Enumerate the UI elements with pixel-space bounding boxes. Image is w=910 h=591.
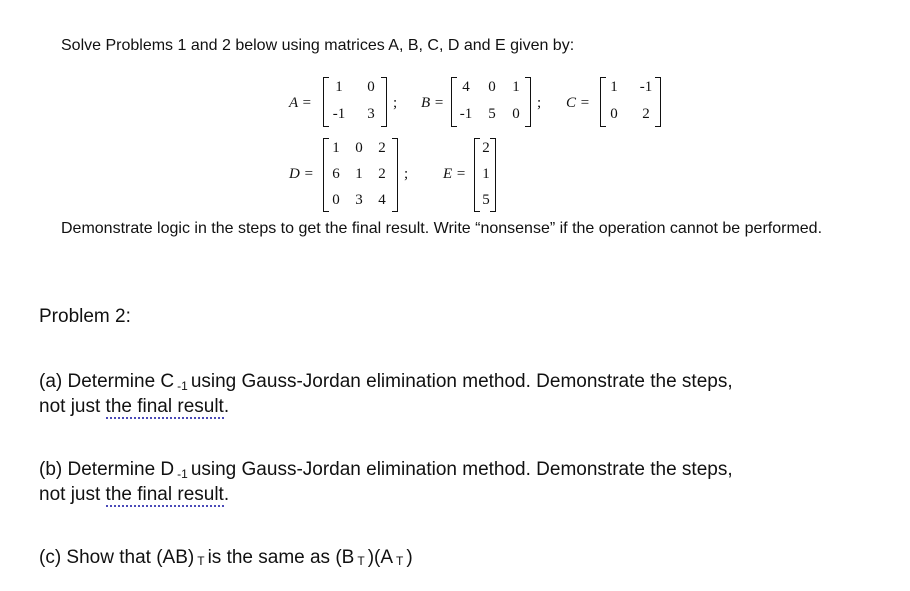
matrix-e-cell: 1 — [482, 166, 490, 182]
matrix-b-separator: ; — [537, 95, 542, 111]
matrix-d-cell: 2 — [378, 140, 386, 156]
part-b-line1 — [39, 458, 733, 483]
matrix-d-cell: 1 — [332, 140, 340, 156]
part-c-text-1: (c) Show that (AB) — [39, 547, 195, 568]
matrix-a-right-bracket — [381, 77, 387, 127]
matrix-d-label: D = — [289, 166, 314, 182]
part-a-underlined-phrase: the final result — [105, 396, 224, 417]
matrix-e-right-bracket — [490, 138, 496, 212]
intro-text: Solve Problems 1 and 2 below using matrices A, B, C, D and E given by: — [61, 37, 575, 54]
part-c-text-3: )(A — [367, 547, 394, 568]
matrix-c-right-bracket — [655, 77, 661, 127]
matrix-d-cell: 3 — [355, 192, 363, 208]
part-a-text-cont: using Gauss-Jordan elimination method. Demonstrate the steps, — [190, 371, 733, 392]
matrix-d-cell: 1 — [355, 166, 363, 182]
matrix-b-cell: 0 — [488, 79, 496, 95]
problem-heading: Problem 2: — [39, 306, 131, 327]
part-c-transpose-1: T — [197, 554, 205, 568]
part-b-text: (b) Determine D — [39, 459, 175, 480]
part-b-period: . — [223, 484, 230, 505]
part-a — [39, 370, 733, 419]
matrix-c-cell: -1 — [639, 79, 653, 95]
part-a-text: (a) Determine C — [39, 371, 175, 392]
matrix-a-label: A = — [289, 95, 312, 111]
part-c — [39, 546, 413, 571]
matrix-d-cell: 0 — [332, 192, 340, 208]
matrix-c-label: C = — [566, 95, 590, 111]
matrix-b-left-bracket — [451, 77, 457, 127]
part-a-period: . — [223, 396, 230, 417]
matrix-d-cell: 0 — [355, 140, 363, 156]
part-a-inverse-superscript: -1 — [177, 379, 188, 393]
part-a-line2 — [39, 395, 733, 419]
matrix-b-cell: 4 — [462, 79, 470, 95]
part-c-text-2: is the same as (B — [207, 547, 355, 568]
part-b-text-2: not just — [39, 484, 106, 505]
matrix-e-cell: 5 — [482, 192, 490, 208]
matrix-d-right-bracket — [392, 138, 398, 212]
part-b — [39, 458, 733, 507]
matrix-c-cell: 1 — [610, 79, 618, 95]
matrix-b-label: B = — [421, 95, 445, 111]
matrix-b-cell: -1 — [459, 106, 473, 122]
instruction-text: Demonstrate logic in the steps to get the final result. Write “nonsense” if the operation cannot be performed. — [61, 220, 823, 237]
matrix-b-cell: 0 — [512, 106, 520, 122]
matrix-b-right-bracket — [525, 77, 531, 127]
matrix-c-cell: 0 — [610, 106, 618, 122]
matrix-b-cell: 5 — [488, 106, 496, 122]
part-b-line2 — [39, 483, 733, 507]
matrix-a-cell: 0 — [367, 79, 375, 95]
matrix-e-label: E = — [443, 166, 467, 182]
matrix-a-cell: 1 — [335, 79, 343, 95]
part-b-text-cont: using Gauss-Jordan elimination method. Demonstrate the steps, — [190, 459, 733, 480]
matrix-d-cell: 6 — [332, 166, 340, 182]
part-b-underlined-phrase: the final result — [105, 484, 224, 505]
part-c-transpose-2: T — [357, 554, 365, 568]
matrix-d-separator: ; — [404, 166, 409, 182]
part-c-transpose-3: T — [396, 554, 404, 568]
matrix-d-cell: 2 — [378, 166, 386, 182]
part-a-line1 — [39, 370, 733, 395]
matrix-a-cell: -1 — [332, 106, 346, 122]
part-a-text-2: not just — [39, 396, 106, 417]
matrices-block — [0, 0, 910, 220]
part-c-text-4: ) — [406, 547, 413, 568]
matrix-e-cell: 2 — [482, 140, 490, 156]
matrix-c-cell: 2 — [642, 106, 650, 122]
part-b-inverse-superscript: -1 — [177, 467, 188, 481]
matrix-a-cell: 3 — [367, 106, 375, 122]
matrix-d-cell: 4 — [378, 192, 386, 208]
matrix-b-cell: 1 — [512, 79, 520, 95]
matrix-a-separator: ; — [393, 95, 398, 111]
matrix-a-left-bracket — [323, 77, 329, 127]
